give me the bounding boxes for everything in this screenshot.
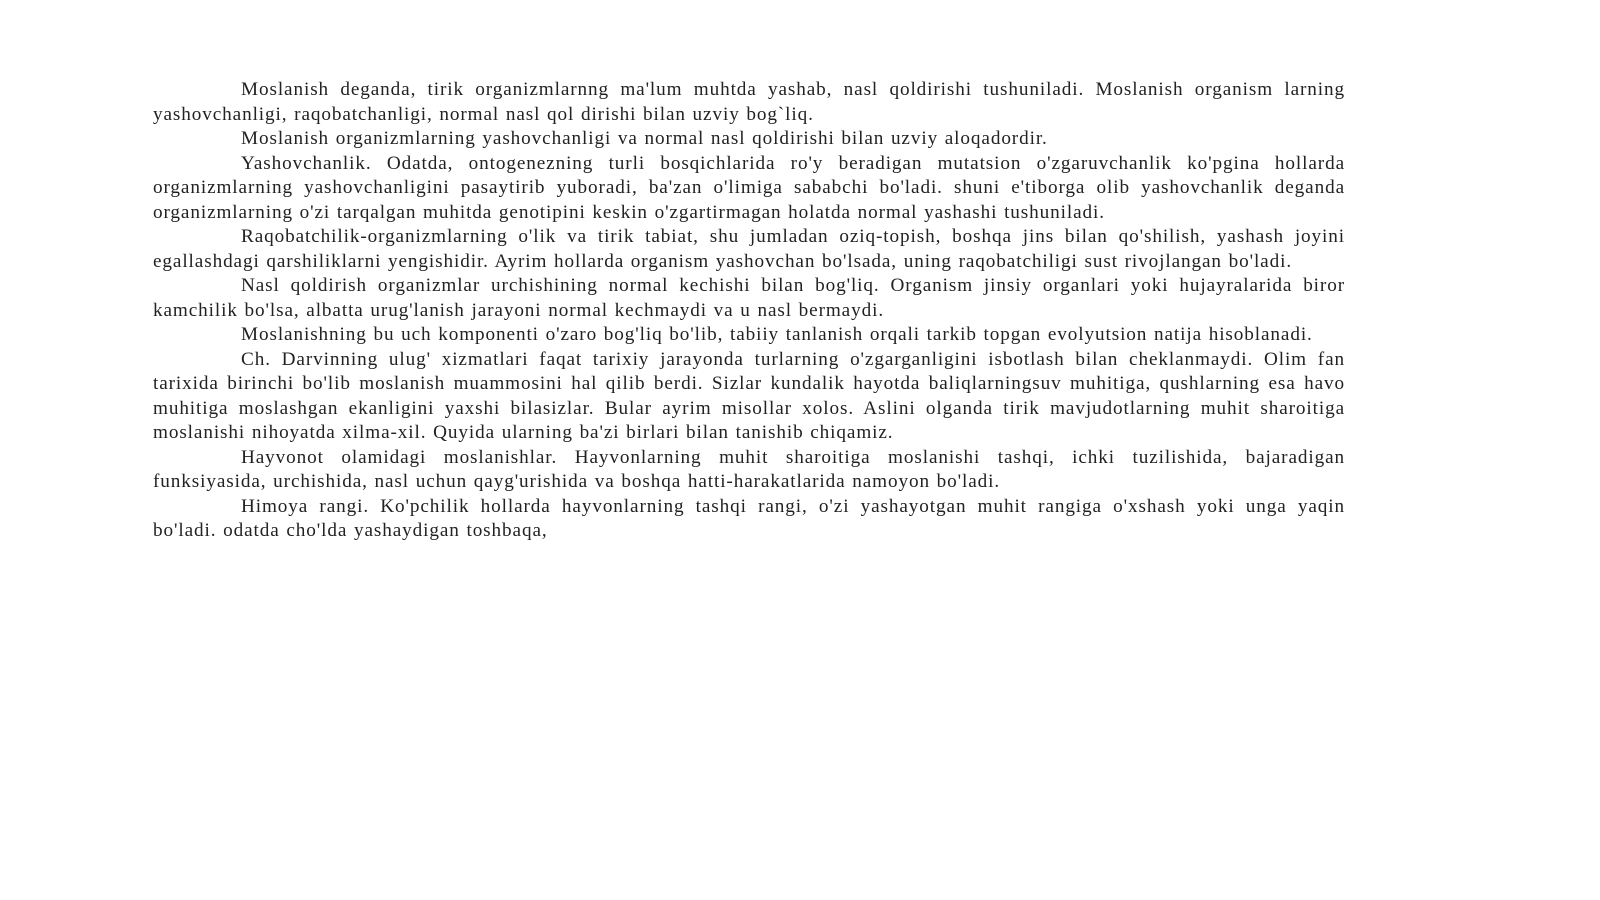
paragraph: Hayvonot olamidagi moslanishlar. Hayvonlarning muhit sharoitiga moslanishi tashqi, ichki tuzilishida, bajaradigan funksiyasida, urchishida, nasl uchun qayg'urishida va boshqa hatti-harakatlarida namoyon bo'ladi. bbox=[153, 446, 1345, 492]
document-page bbox=[153, 78, 1345, 544]
paragraph: Raqobatchilik-organizmlarning o'lik va tirik tabiat, shu jumladan oziq-topish, boshqa jins bilan qo'shilish, yashash joyini egallashdagi qarshiliklarni yengishidir. Ayrim hollarda organism yashovchan bo'lsada, uning raqobatchiligi sust rivojlangan bo'ladi. bbox=[153, 226, 1345, 272]
paragraph: Moslanishning bu uch komponenti o'zaro bog'liq bo'lib, tabiiy tanlanish orqali tarkib topgan evolyutsion natija hisoblanadi. bbox=[241, 324, 1313, 345]
paragraph: Moslanish deganda, tirik organizmlarnng ma'lum muhtda yashab, nasl qoldirishi tushuniladi. Moslanish organism larning yashovchanligi, raqobatchanligi, normal nasl qol dirishi bilan uzviy bog`liq. bbox=[153, 79, 1345, 125]
paragraph: Yashovchanlik. Odatda, ontogenezning turli bosqichlarida ro'y beradigan mutatsion o'zgaruvchanlik ko'pgina hollarda organizmlarning yashovchanligini pasaytirib yuboradi, ba'zan o'limiga sababchi bo'ladi. shuni e'tiborga olib yashovchanlik deganda organizmlarning o'zi tarqalgan muhitda genotipini keskin o'zgartirmagan holatda normal yashashi tushuniladi. bbox=[153, 152, 1345, 223]
paragraph: Moslanish organizmlarning yashovchanligi va normal nasl qoldirishi bilan uzviy aloqadordir. bbox=[241, 128, 1048, 149]
paragraph: Ch. Darvinning ulug' xizmatlari faqat tarixiy jarayonda turlarning o'zgarganligini isbotlash bilan cheklanmaydi. Olim fan tarixida birinchi bo'lib moslanish muammosini hal qilib berdi. Sizlar kundalik hayotda baliqlarningsuv muhitiga, qushlarning esa havo muhitiga moslashgan ekanligini yaxshi bilasizlar. Bular ayrim misollar xolos. Aslini olganda tirik mavjudotlarning muhit sharoitiga moslanishi nihoyatda xilma-xil. Quyida ularning ba'zi birlari bilan tanishib chiqamiz. bbox=[153, 348, 1345, 443]
paragraph: Nasl qoldirish organizmlar urchishining normal kechishi bilan bog'liq. Organism jinsiy organlari yoki hujayralarida biror kamchilik bo'lsa, albatta urug'lanish jarayoni normal kechmaydi va u nasl bermaydi. bbox=[153, 275, 1345, 321]
paragraph: Himoya rangi. Ko'pchilik hollarda hayvonlarning tashqi rangi, o'zi yashayotgan muhit rangiga o'xshash yoki unga yaqin bo'ladi. odatda cho'lda yashaydigan toshbaqa, bbox=[153, 495, 1345, 541]
